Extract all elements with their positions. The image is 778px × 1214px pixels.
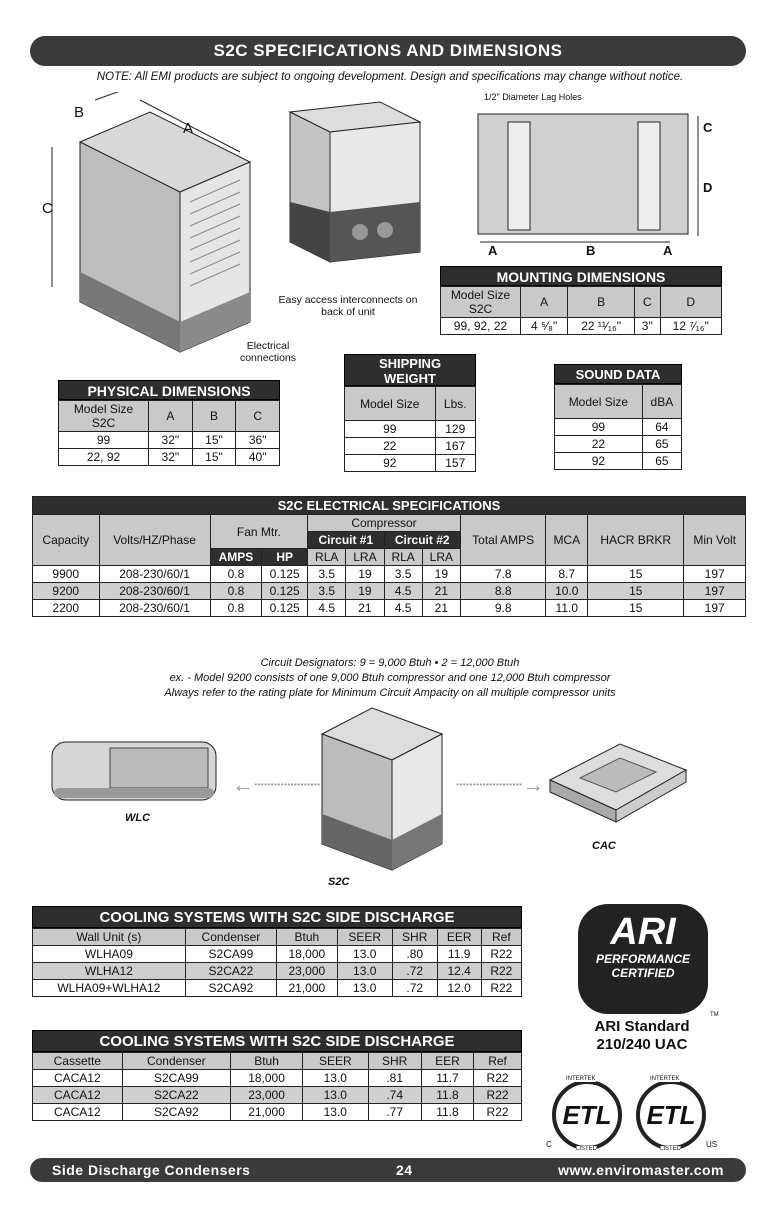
- table-row: 2200 208-230/60/1 0.8 0.125 4.5 21 4.5 21 9.8 11.0 15 197: [33, 600, 746, 617]
- etl-listed-text: LISTED: [576, 1146, 598, 1152]
- table-row: 99 64: [555, 419, 682, 436]
- electrical-table: S2C ELECTRICAL SPECIFICATIONS Capacity Volts/HZ/Phase Fan Mtr. Compressor Total AMPS MCA HACR BRKR Min Volt Circuit #1 Circuit #2 AMPS HP RLA LRA RLA LRA 9900 208-230/60/1 0.8 0.125 3.5 19 3.5 19 7.8 8.7 15 197 9200 208-230/60/1 0.8 0.125 3.5 19 4.5 21 8.8 10.0 15 197 2200 208-230/60/1 0.8 0.125 4.5 21 4.5 21 9.8 11.0 15 197: [32, 496, 746, 617]
- footer-section-label: Side Discharge Condensers: [52, 1162, 251, 1178]
- cac-caption: CAC: [592, 840, 616, 852]
- etl-c-label: C: [546, 1140, 552, 1149]
- lag-holes-note: 1/2" Diameter Lag Holes: [484, 92, 582, 102]
- cooling-wall-section: [32, 906, 522, 997]
- sound-data-section: [554, 364, 682, 470]
- shipping-table: Model Size Lbs. 99 129 22 167 92 157: [344, 386, 476, 472]
- dim-label-b: B: [74, 104, 85, 121]
- table-row: 99 32" 15" 36": [59, 432, 280, 449]
- mount-label-c: C: [703, 120, 713, 135]
- table-row: 9200 208-230/60/1 0.8 0.125 3.5 19 4.5 21 8.8 10.0 15 197: [33, 583, 746, 600]
- table-row: 22, 92 32" 15" 40": [59, 449, 280, 466]
- header-cell: A: [521, 287, 568, 318]
- mounting-table: [440, 286, 722, 335]
- dim-label-a: A: [183, 120, 194, 137]
- cooling-cassette-title: COOLING SYSTEMS WITH S2C SIDE DISCHARGE: [32, 1030, 522, 1052]
- trademark-mark: TM: [710, 1012, 719, 1018]
- wlc-caption: WLC: [125, 812, 151, 824]
- cooling-cassette-table: Cassette Condenser Btuh SEER SHR EER Ref CACA12 S2CA99 18,000 13.0 .81 11.7 R22 CACA12 S2CA22 23,000 13.0 .74 11.8 R22 CACA12 S2CA92 21,000 13.0 .77 11.8 R22: [32, 1052, 522, 1121]
- dim-label-c: C: [42, 200, 53, 217]
- mounting-dimensions-section: [440, 266, 722, 335]
- mount-label-a2: A: [663, 243, 673, 258]
- physical-dimensions-section: [58, 380, 280, 466]
- arrow-left-icon: ←┈┈┈┈┈: [232, 772, 321, 797]
- physical-title: PHYSICAL DIMENSIONS: [58, 380, 280, 400]
- sound-table: Model Size dBA 99 64 22 65 92 65: [554, 384, 682, 470]
- cooling-cassette-section: [32, 1030, 522, 1121]
- electrical-specs-section: [32, 496, 746, 617]
- circuit-designators-note: Circuit Designators: 9 = 9,000 Btuh • 2 = 12,000 Btuh ex. - Model 9200 consists of one 9,000 Btuh compressor and one 12,000 Btuh compressor Always refer to the rating plate for Minimum Circuit Ampacity on all multiple compressor units: [164, 657, 616, 699]
- table-row: WLHA09+WLHA12 S2CA92 21,000 13.0 .72 12.0 R22: [33, 980, 522, 997]
- table-row: 22 65: [555, 436, 682, 453]
- ari-logo: ARI PERFORMANCE CERTIFIED: [578, 904, 708, 1014]
- header-cell: B: [568, 287, 635, 318]
- easy-access-note: Easy access interconnects on back of unit: [278, 294, 418, 318]
- cooling-wall-title: COOLING SYSTEMS WITH S2C SIDE DISCHARGE: [32, 906, 522, 928]
- footer-website-link[interactable]: www.enviromaster.com: [558, 1162, 724, 1178]
- table-row: 92 157: [345, 455, 476, 472]
- etl-intertek-mark: ETL: [552, 1080, 622, 1150]
- header-cell: D: [660, 287, 722, 318]
- table-row: 9900 208-230/60/1 0.8 0.125 3.5 19 3.5 19 7.8 8.7 15 197: [33, 566, 746, 583]
- table-row: WLHA09 S2CA99 18,000 13.0 .80 11.9 R22: [33, 946, 522, 963]
- s2c-caption: S2C: [328, 876, 350, 888]
- ari-standard: ARI Standard 210/240 UAC: [594, 1018, 690, 1053]
- etl-intertek-text: INTERTEK: [566, 1076, 596, 1082]
- table-row: CACA12 S2CA99 18,000 13.0 .81 11.7 R22: [33, 1070, 522, 1087]
- page-number: 24: [396, 1162, 413, 1178]
- mount-label-b: B: [586, 243, 596, 258]
- mount-label-a1: A: [488, 243, 498, 258]
- shipping-title: SHIPPING WEIGHT: [344, 354, 476, 386]
- disclaimer-note: NOTE: All EMI products are subject to ongoing development. Design and specifications may change without notice.: [96, 71, 684, 83]
- table-row: 99, 92, 22 4 ⁵⁄₈" 22 ¹¹⁄₁₆" 3" 12 ⁷⁄₁₆": [441, 318, 722, 335]
- header-cell: Model Size S2C: [441, 287, 521, 318]
- table-row: 22 167: [345, 438, 476, 455]
- etl-us-label: US: [706, 1140, 718, 1149]
- table-row: 92 65: [555, 453, 682, 470]
- table-row: WLHA12 S2CA22 23,000 13.0 .72 12.4 R22: [33, 963, 522, 980]
- etl-listed-text-2: LISTED: [660, 1146, 682, 1152]
- cooling-wall-table: Wall Unit (s) Condenser Btuh SEER SHR EER Ref WLHA09 S2CA99 18,000 13.0 .80 11.9 R22 WLHA12 S2CA22 23,000 13.0 .72 12.4 R22 WLHA09+WLHA12 S2CA92 21,000 13.0 .72 12.0 R22: [32, 928, 522, 997]
- etl-us-mark: ETL: [636, 1080, 706, 1150]
- page-title: S2C SPECIFICATIONS AND DIMENSIONS: [30, 36, 746, 66]
- header-cell: C: [634, 287, 660, 318]
- table-row: CACA12 S2CA92 21,000 13.0 .77 11.8 R22: [33, 1104, 522, 1121]
- mounting-drawing: [470, 104, 720, 254]
- footer-bar: [30, 1158, 746, 1182]
- electrical-connections-note: Electrical connections: [239, 340, 297, 364]
- s2c-unit-illustration: [312, 704, 452, 874]
- shipping-weight-section: [344, 354, 476, 472]
- etl-intertek-text-2: INTERTEK: [650, 1076, 680, 1082]
- electrical-title: S2C ELECTRICAL SPECIFICATIONS: [33, 497, 746, 515]
- cassette-illustration: [540, 740, 690, 830]
- table-row: CACA12 S2CA22 23,000 13.0 .74 11.8 R22: [33, 1087, 522, 1104]
- mounting-title: MOUNTING DIMENSIONS: [440, 266, 722, 286]
- wall-unit-illustration: [50, 738, 220, 806]
- table-row: 99 129: [345, 421, 476, 438]
- mount-label-d: D: [703, 180, 713, 195]
- ari-logo-text: ARI: [610, 911, 676, 953]
- arrow-right-icon: ┈┈┈┈┈→: [456, 772, 545, 797]
- unit-back-drawing: [270, 92, 430, 282]
- sound-title: SOUND DATA: [554, 364, 682, 384]
- physical-table: Model Size S2C A B C 99 32" 15" 36" 22, 92 32" 15" 40": [58, 400, 280, 466]
- unit-dimension-drawing: [40, 92, 300, 372]
